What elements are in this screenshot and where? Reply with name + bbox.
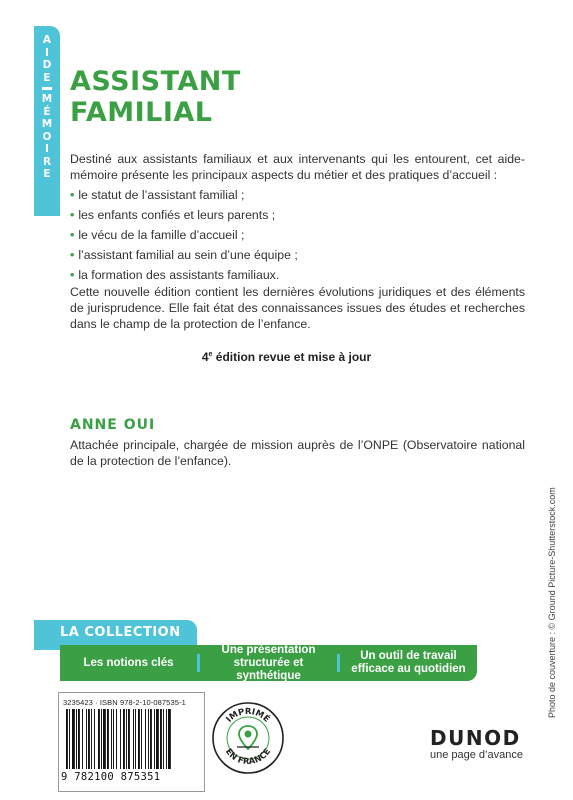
barcode-bar bbox=[72, 709, 75, 769]
collection-label: LA COLLECTION bbox=[34, 620, 197, 650]
bullet-icon: • bbox=[70, 268, 75, 282]
label-letter: M bbox=[41, 93, 53, 105]
label-letter: É bbox=[43, 105, 51, 118]
barcode-bar bbox=[133, 709, 134, 769]
barcode-bar bbox=[78, 709, 80, 769]
intro-paragraph: Destiné aux assistants familiaux et aux intervenants qui les entourent, cet aide-mémoire présente les principaux aspects du métier et des pratiques d’accueil : bbox=[70, 152, 525, 182]
book-title bbox=[70, 66, 241, 128]
barcode-bar bbox=[148, 709, 149, 769]
barcode-bar bbox=[107, 709, 109, 769]
barcode-bar bbox=[94, 709, 95, 769]
barcode-bar bbox=[101, 709, 102, 769]
label-letter: E bbox=[43, 168, 51, 180]
barcode-bar bbox=[116, 709, 117, 769]
collection-item: Un outil de travail efficace au quotidien bbox=[351, 650, 466, 675]
barcode-bar bbox=[154, 709, 155, 769]
list-item: • les enfants confiés et leurs parents ; bbox=[70, 207, 525, 227]
collection-bar bbox=[60, 645, 477, 681]
label-separator bbox=[42, 87, 52, 90]
barcode-bar bbox=[76, 709, 77, 769]
barcode-bar bbox=[141, 709, 142, 769]
publisher-tagline: une page d’avance bbox=[430, 749, 523, 761]
barcode-bar bbox=[150, 709, 152, 769]
barcode-bar bbox=[135, 709, 136, 769]
bullet-icon: • bbox=[70, 248, 75, 262]
barcode-bar bbox=[160, 709, 162, 769]
barcode-bar bbox=[91, 709, 92, 769]
barcode-bar bbox=[88, 709, 90, 769]
stamp-bottom-text: EN FRANCE bbox=[222, 746, 274, 768]
list-item: • le statut de l’assistant familial ; bbox=[70, 187, 525, 207]
barcode-bar bbox=[111, 709, 112, 769]
publisher-logo bbox=[430, 727, 523, 762]
edition-note: 4e édition revue et mise à jour bbox=[201, 350, 372, 364]
barcode-digits: 9 782100 875351 bbox=[61, 771, 161, 783]
barcode-bar bbox=[66, 709, 68, 769]
collection-item: Les notions clés bbox=[83, 656, 174, 669]
aide-memoire-tab bbox=[34, 26, 60, 216]
barcode-image bbox=[66, 709, 199, 769]
barcode-block bbox=[58, 692, 205, 792]
barcode-bar bbox=[128, 709, 130, 769]
bullet-icon: • bbox=[70, 228, 75, 242]
bullet-icon: • bbox=[70, 188, 75, 202]
barcode-bar bbox=[82, 709, 83, 769]
collection-item: Une présentation structurée et synthétique bbox=[221, 643, 316, 682]
barcode-bar bbox=[123, 709, 125, 769]
imprime-en-france-stamp bbox=[211, 701, 285, 775]
barcode-bar bbox=[120, 709, 121, 769]
label-letter: I bbox=[45, 46, 49, 59]
photo-credit: Photo de couverture : © Ground Picture-Shutterstock.com bbox=[547, 487, 557, 718]
label-letter: D bbox=[42, 59, 52, 71]
label-letter: R bbox=[42, 155, 52, 168]
barcode-bar bbox=[163, 709, 164, 769]
edition-paragraph: Cette nouvelle édition contient les dernières évolutions juridiques et des éléments de jurisprudence. Elle fait état des connaissances issues des études et recherches dans le champ de la protection de l’enfance. bbox=[70, 285, 525, 331]
barcode-bar bbox=[166, 709, 167, 769]
aide-memoire-label bbox=[42, 34, 52, 181]
barcode-bar bbox=[69, 709, 70, 769]
bullet-icon: • bbox=[70, 208, 75, 222]
barcode-bar bbox=[86, 709, 87, 769]
topic-list bbox=[70, 187, 525, 287]
barcode-bar bbox=[98, 709, 100, 769]
barcode-bar bbox=[113, 709, 114, 769]
author-description: Attachée principale, chargée de mission auprès de l’ONPE (Observatoire national de la protection de l’enfance). bbox=[70, 438, 525, 468]
label-letter: I bbox=[45, 143, 49, 155]
list-item: • le vécu de la famille d’accueil ; bbox=[70, 227, 525, 247]
stamp-top-text: IMPRIMÉ bbox=[224, 706, 272, 725]
barcode-bar bbox=[168, 709, 171, 769]
label-letter: O bbox=[42, 130, 52, 143]
label-letter: A bbox=[42, 34, 52, 46]
title-line-2: FAMILIAL bbox=[70, 97, 213, 128]
publisher-name: DUNOD bbox=[430, 726, 521, 750]
isbn-text: 3235423 · ISBN 978-2-10-087535-1 bbox=[63, 698, 186, 707]
barcode-bar bbox=[126, 709, 127, 769]
list-item: • la formation des assistants familiaux. bbox=[70, 267, 525, 287]
barcode-bar bbox=[138, 709, 140, 769]
barcode-bar bbox=[145, 709, 146, 769]
label-letter: E bbox=[43, 71, 51, 84]
barcode-bar bbox=[156, 709, 159, 769]
barcode-bar bbox=[103, 709, 106, 769]
list-item: • l’assistant familial au sein d’une équipe ; bbox=[70, 247, 525, 267]
label-letter: M bbox=[41, 118, 53, 130]
author-name: ANNE OUI bbox=[70, 417, 156, 433]
title-line-1: ASSISTANT bbox=[70, 66, 241, 97]
